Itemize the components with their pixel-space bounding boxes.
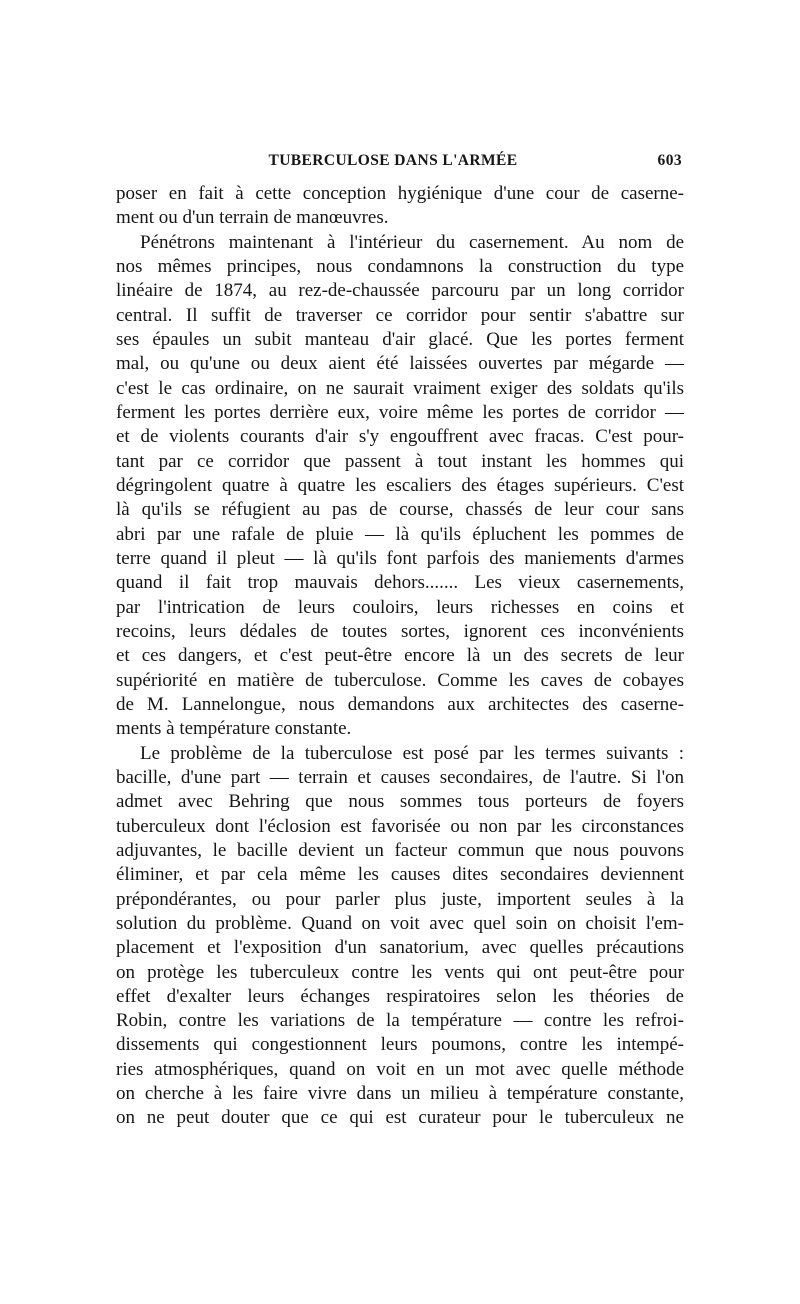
text-line: on protège les tuberculeux contre les vents qui ont peut-être pour (116, 961, 684, 983)
text-line: effet d'exalter leurs échanges respiratoires selon les théories de (116, 985, 684, 1007)
text-line: ferment les portes derrière eux, voire même les portes de corridor — (116, 401, 684, 423)
text-line: c'est le cas ordinaire, on ne saurait vraiment exiger des soldats qu'ils (116, 377, 684, 399)
text-line: abri par une rafale de pluie — là qu'ils épluchent les pommes de (116, 523, 684, 545)
text-line: on cherche à les faire vivre dans un milieu à température constante, (116, 1083, 684, 1105)
text-line: nos mêmes principes, nous condamnons la construction du type (116, 255, 684, 277)
text-line: éliminer, et par cela même les causes dites secondaires deviennent (116, 864, 684, 886)
text-line: et ces dangers, et c'est peut-être encore là un des secrets de leur (116, 645, 684, 667)
text-line: central. Il suffit de traverser ce corridor pour sentir s'abattre sur (116, 304, 684, 326)
text-line: recoins, leurs dédales de toutes sortes, ignorent ces inconvénients (116, 620, 684, 642)
text-line: ment ou d'un terrain de manœuvres. (116, 207, 389, 229)
text-line: terre quand il pleut — là qu'ils font parfois des maniements d'armes (116, 547, 684, 569)
text-line: poser en fait à cette conception hygiénique d'une cour de caserne- (116, 183, 684, 204)
book-page (116, 152, 684, 1131)
text-line: ses épaules un subit manteau d'air glacé. Que les portes ferment (116, 328, 684, 350)
text-line: de M. Lannelongue, nous demandons aux architectes des caserne- (116, 693, 684, 715)
running-head (116, 152, 684, 182)
text-line: solution du problème. Quand on voit avec quel soin on choisit l'em- (116, 912, 684, 934)
text-line: ries atmosphériques, quand on voit en un mot avec quelle méthode (116, 1058, 684, 1080)
text-line: prépondérantes, ou pour parler plus juste, importent seules à la (116, 888, 684, 910)
text-line: là qu'ils se réfugient au pas de course, chassés de leur cour sans (116, 499, 684, 521)
text-line: tant par ce corridor que passent à tout instant les hommes qui (116, 450, 684, 472)
text-line: Pénétrons maintenant à l'intérieur du casernement. Au nom de (140, 231, 684, 253)
running-title: TUBERCULOSE DANS L'ARMÉE (268, 152, 518, 169)
page-number: 603 (657, 152, 682, 169)
text-line: placement et l'exposition d'un sanatorium, avec quelles précautions (116, 937, 684, 959)
text-line: bacille, d'une part — terrain et causes secondaires, de l'autre. Si l'on (116, 766, 684, 788)
text-line: et de violents courants d'air s'y engouffrent avec fracas. C'est pour- (116, 426, 684, 448)
text-line: linéaire de 1874, au rez-de-chaussée parcouru par un long corridor (116, 280, 684, 302)
text-line: supériorité en matière de tuberculose. Comme les caves de cobayes (116, 669, 684, 691)
text-line: Le problème de la tuberculose est posé par les termes suivants : (140, 742, 684, 764)
text-line: admet avec Behring que nous sommes tous porteurs de foyers (116, 791, 684, 813)
text-line: dissements qui congestionnent leurs poumons, contre les intempé- (116, 1034, 684, 1056)
text-line: adjuvantes, le bacille devient un facteur commun que nous pouvons (116, 839, 684, 861)
text-line: ments à température constante. (116, 718, 352, 740)
text-line: mal, ou qu'une ou deux aient été laissées ouvertes par mégarde — (116, 353, 684, 375)
text-line: Robin, contre les variations de la température — contre les refroi- (116, 1010, 684, 1032)
text-line: on ne peut douter que ce qui est curateur pour le tuberculeux ne (116, 1107, 684, 1129)
body-text (116, 182, 684, 1131)
text-line: dégringolent quatre à quatre les escaliers des étages supérieurs. C'est (116, 474, 684, 496)
text-line: tuberculeux dont l'éclosion est favorisée ou non par les circonstances (116, 815, 684, 837)
text-line: quand il fait trop mauvais dehors....... Les vieux casernements, (116, 572, 684, 594)
text-line: par l'intrication de leurs couloirs, leurs richesses en coins et (116, 596, 684, 618)
